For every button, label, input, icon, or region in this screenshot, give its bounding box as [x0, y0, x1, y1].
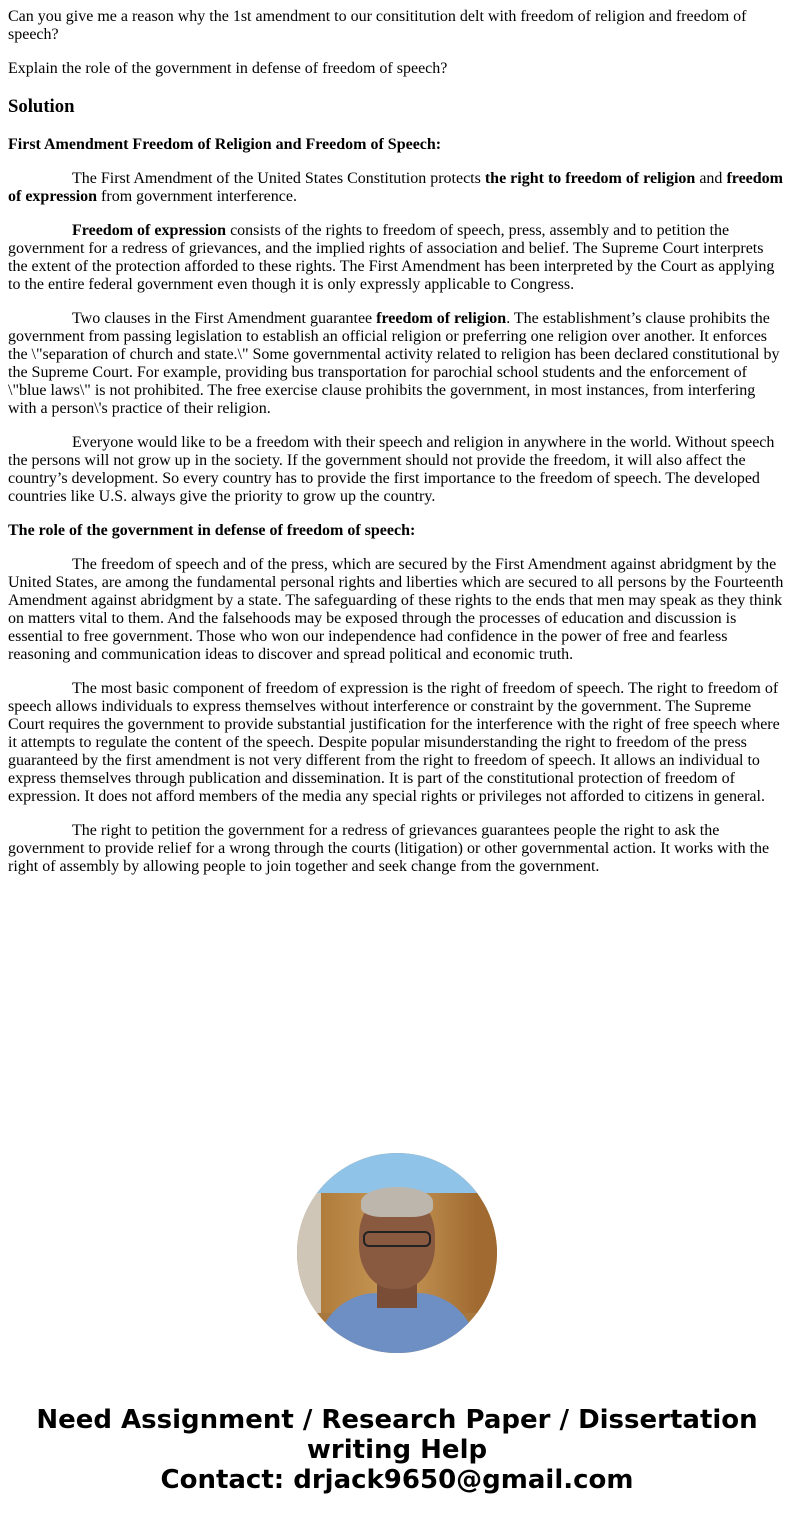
section2-paragraph-3: The right to petition the government for a redress of grievances guarantees people the right to ask the government to provide relief for a wrong through the courts (litigation) or other governmental action. It works with the right of assembly by allowing people to join together and seek change from the government. — [8, 822, 770, 875]
section2-paragraph-1: The freedom of speech and of the press, which are secured by the First Amendment against abridgment by the United States, are among the fundamental personal rights and liberties which are secured to all persons by the Fourteenth Amendment against abridgment by a state. The safeguarding of these rights to the ends that men may speak as they think on matters vital to them. And the falsehoods may be exposed through the processes of education and discussion is essential to free government. Those who won our independence had confidence in the power of free and fearless reasoning and communication ideas to discover and spread political and economic truth. — [8, 556, 784, 663]
section1-paragraph-1: The First Amendment of the United States Constitution protects the right to freedom of religion and freedom of expression from government interference. — [8, 170, 784, 205]
question-1: Can you give me a reason why the 1st amendment to our consititution delt with freedom of religion and freedom of speech? — [8, 8, 747, 43]
section2-heading: The role of the government in defense of freedom of speech: — [8, 522, 416, 539]
section1-paragraph-4: Everyone would like to be a freedom with their speech and religion in anywhere in the world. Without speech the persons will not grow up in the society. If the government should not provide the freedom, it will also affect the country’s development. So every country has to provide the first importance to the freedom of speech. The developed countries like U.S. always give the priority to grow up the country. — [8, 434, 775, 505]
section2-paragraph-2: The most basic component of freedom of expression is the right of freedom of speech. The right to freedom of speech allows individuals to express themselves without interference or constraint by the government. The Supreme Court requires the government to provide substantial justification for the interference with the right of free speech where it attempts to regulate the content of the speech. Despite popular misunderstanding the right to freedom of the press guaranteed by the first amendment is not very different from the right to freedom of speech. It allows an individual to express themselves through publication and dissemination. It is part of the constitutional protection of freedom of expression. It does not afford members of the media any special rights or privileges not afforded to citizens in general. — [8, 680, 780, 805]
footer-tagline: Need Assignment / Research Paper / Dissertation writing Help — [36, 1405, 758, 1465]
contact-footer — [0, 1405, 794, 1495]
author-photo — [297, 1153, 497, 1353]
solution-heading: Solution — [8, 96, 75, 117]
footer-contact: Contact: drjack9650@gmail.com — [160, 1465, 634, 1495]
question-2: Explain the role of the government in defense of freedom of speech? — [8, 60, 448, 77]
section1-paragraph-2: Freedom of expression consists of the rights to freedom of speech, press, assembly and to petition the government for a redress of grievances, and the implied rights of association and belief. The Supreme Court interprets the extent of the protection afforded to these rights. The First Amendment has been interpreted by the Court as applying to the entire federal government even though it is only expressly applicable to Congress. — [8, 222, 775, 293]
section1-heading: First Amendment Freedom of Religion and Freedom of Speech: — [8, 136, 442, 153]
section1-paragraph-3: Two clauses in the First Amendment guarantee freedom of religion. The establishment’s clause prohibits the government from passing legislation to establish an official religion or preferring one religion over another. It enforces the \"separation of church and state.\" Some governmental activity related to religion has been declared constitutional by the Supreme Court. For example, providing bus transportation for parochial school students and the enforcement of \"blue laws\" is not prohibited. The free exercise clause prohibits the government, in most instances, from interfering with a person\'s practice of their religion. — [8, 310, 780, 417]
